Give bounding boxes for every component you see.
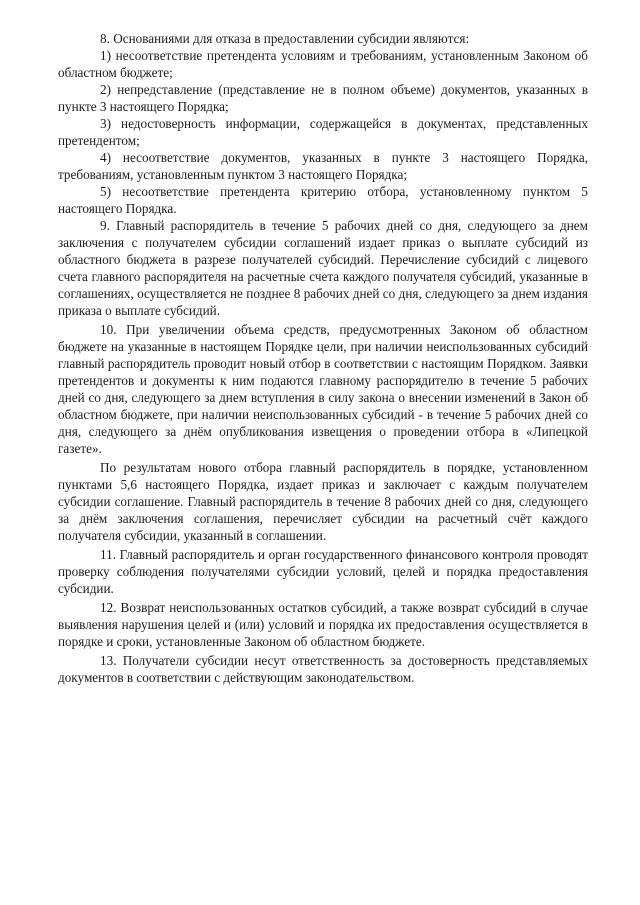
paragraph-8-heading: 8. Основаниями для отказа в предоставлении субсидии являются: bbox=[100, 31, 470, 46]
paragraph-8-item-3: 3) недостоверность информации, содержащейся в документах, представленных претендентом; bbox=[58, 116, 588, 148]
paragraph-9: 9. Главный распорядитель в течение 5 рабочих дней со дня, следующего за днем заключения с получателем субсидии соглашений издает приказ о выплате субсидий из областного бюджета в разрезе получателей субсидий. Перечисление субсидий с лицевого счета главного распорядителя на расчетные счета каждого получателя субсидий, указанные в соглашениях, осуществляется не позднее 8 рабочих дней со дня, следующего за днем издания приказа о выплате субсидий. bbox=[58, 218, 588, 318]
document-page bbox=[58, 30, 588, 686]
paragraph-8-item-4: 4) несоответствие документов, указанных в пункте 3 настоящего Порядка, требованиям, установленным пунктом 3 настоящего Порядка; bbox=[58, 150, 588, 182]
paragraph-10-continuation: По результатам нового отбора главный распорядитель в порядке, установленном пунктами 5,6 настоящего Порядка, издает приказ и заключает с каждым получателем субсидии соглашение. Главный распорядитель в течение 8 рабочих дней со дня, следующего за днём заключения соглашения, перечисляет субсидии на расчетный счёт каждого получателя субсидии, указанный в соглашении. bbox=[58, 460, 588, 543]
paragraph-11: 11. Главный распорядитель и орган государственного финансового контроля проводят проверку соблюдения получателями субсидии условий, целей и порядка предоставления субсидии. bbox=[58, 547, 588, 596]
paragraph-8-item-2: 2) непредставление (представление не в полном объеме) документов, указанных в пункте 3 настоящего Порядка; bbox=[58, 82, 588, 114]
paragraph-10: 10. При увеличении объема средств, предусмотренных Законом об областном бюджете на указанные в настоящем Порядке цели, при наличии неиспользованных субсидий главный распорядитель проводит новый отбор в соответствии с настоящим Порядком. Заявки претендентов и документы к ним подаются главному распорядителю в течение 5 рабочих дней со дня, следующего за днем вступления в силу закона о внесении изменений в Закон об областном бюджете, при наличии неиспользованных субсидий - в течение 5 рабочих дней со дня, следующего за днём опубликования извещения о проведении отбора в «Липецкой газете». bbox=[58, 322, 588, 456]
paragraph-8-item-1: 1) несоответствие претендента условиям и требованиям, установленным Законом об областном бюджете; bbox=[58, 48, 588, 80]
paragraph-8-item-5: 5) несоответствие претендента критерию отбора, установленному пунктом 5 настоящего Порядка. bbox=[58, 184, 588, 216]
paragraph-12: 12. Возврат неиспользованных остатков субсидий, а также возврат субсидий в случае выявления нарушения целей и (или) условий и порядка их предоставления осуществляется в порядке и сроки, установленные Законом об областном бюджете. bbox=[58, 600, 588, 649]
paragraph-13: 13. Получатели субсидии несут ответственность за достоверность представляемых документов в соответствии с действующим законодательством. bbox=[58, 653, 588, 685]
